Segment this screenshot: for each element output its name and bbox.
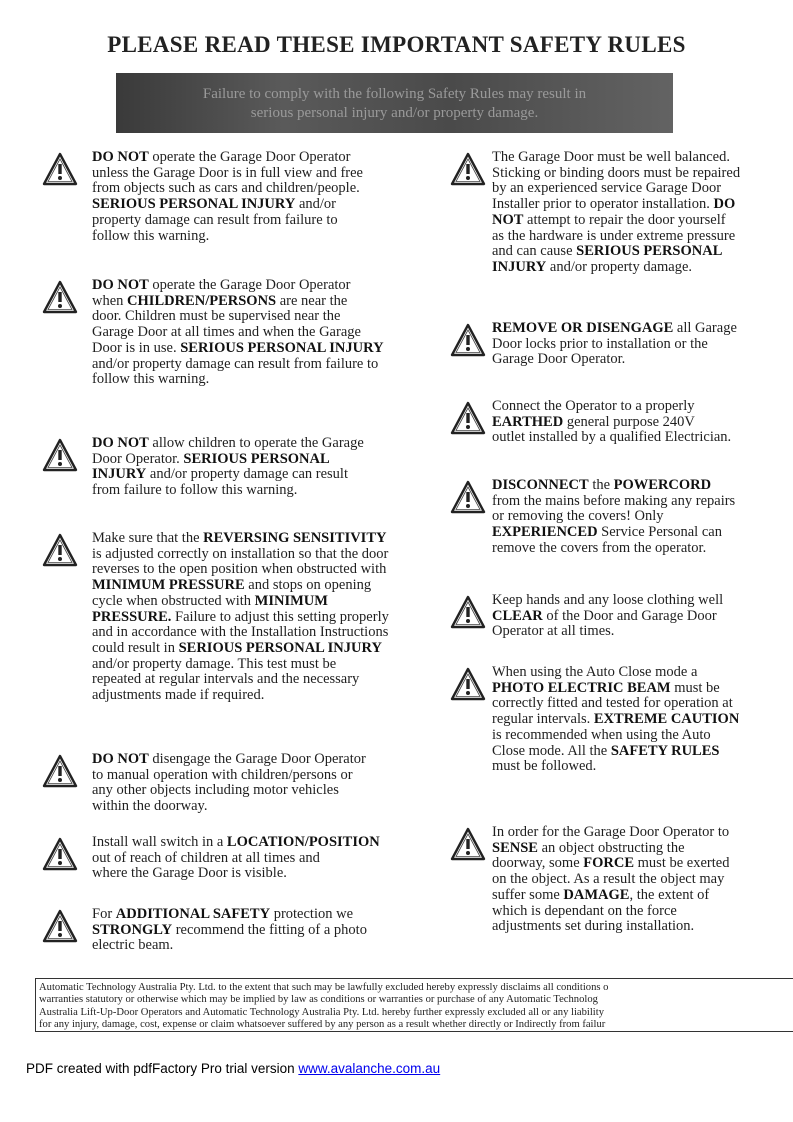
emphasis-text: STRONGLY [92,921,173,938]
rule-text: an object obstructing the [537,839,685,856]
rule-text: attempt to repair the door yourself [523,211,726,228]
warning-triangle-icon [42,438,78,472]
rule-line [492,494,735,510]
rule-text: and stops on opening [244,577,372,594]
rule-line [92,625,389,641]
rule-line [92,641,389,657]
warning-triangle-icon [450,667,486,701]
right-rule-4 [492,478,735,557]
warning-triangle-icon [450,152,486,186]
emphasis-text: PRESSURE. [92,608,172,625]
rule-text: regular intervals. [492,711,594,728]
disclaimer-box [35,978,793,1032]
rule-line [492,244,740,260]
rule-line [92,531,389,547]
banner-line-1: Failure to comply with the following Safety Rules may result in [202,86,587,102]
rule-text: property damage can result from failure to [92,211,338,228]
emphasis-text: INJURY [492,258,547,275]
rule-text: cycle when obstructed with [92,592,255,609]
emphasis-text: SERIOUS PERSONAL [576,243,723,260]
rule-line [492,624,723,640]
rule-line [92,578,389,594]
rule-text: electric beam. [92,937,174,954]
emphasis-text: DO NOT [92,436,149,451]
rule-text: door. Children must be supervised near the [92,308,341,325]
rule-line [92,907,367,923]
rule-text: reverses to the open position when obstructed with [92,561,387,578]
rule-text: operate the Garage Door Operator [148,278,351,293]
right-rule-7 [492,825,729,935]
rule-text: or removing the covers! Only [492,508,664,525]
rule-line [492,352,737,368]
rule-line [92,294,384,310]
rule-line [492,744,739,760]
rule-line [92,688,389,704]
rule-line [92,181,363,197]
rule-text: is adjusted correctly on installation so that the door [92,545,389,562]
rule-text: disengage the Garage Door Operator [148,752,366,767]
rule-text: unless the Garage Door is in full view and free [92,164,363,181]
emphasis-text: DO NOT [92,278,149,293]
rule-text: doorway, some [492,855,584,872]
disclaimer-line: warranties statutory or otherwise which may be implied by law as conditions or warranties or purchase of any Automatic Technolog [39,994,598,1006]
rule-line [92,938,367,954]
emphasis-text: PHOTO ELECTRIC BEAM [492,679,671,696]
warning-triangle-icon [450,595,486,629]
rule-text: , the extent of [629,886,710,903]
rule-text: is recommended when using the Auto [492,726,711,743]
rule-text: Operator at all times. [492,623,615,640]
rule-text: Failure to adjust this setting properly [171,608,389,625]
rule-line [92,768,366,784]
left-rule-2 [92,278,384,388]
rule-text: to manual operation with children/persons or [92,766,353,783]
emphasis-text: LOCATION/POSITION [226,835,380,850]
rule-text: Door Operator. [92,450,184,467]
disclaimer-line: Automatic Technology Australia Pty. Ltd. to the extent that such may be lawfully excluded hereby expressly disclaims all conditions o [39,982,609,993]
rule-text: recommend the fitting of a photo [172,921,367,938]
rule-text: from the mains before making any repairs [492,492,736,509]
rule-line [92,197,363,213]
left-rule-7 [92,907,367,954]
right-rule-5 [492,593,723,640]
rule-text: repeated at regular intervals and the necessary [92,671,360,688]
rule-line [492,919,729,935]
rule-text: by an experienced service Garage Door [492,180,722,197]
emphasis-text: MINIMUM [254,592,328,609]
emphasis-text: DO NOT [92,150,149,165]
rule-text: allow children to operate the Garage [148,436,364,451]
rule-line [492,541,735,557]
rule-text: from objects such as cars and children/people. [92,180,360,197]
rule-line [492,759,739,775]
rule-line [492,825,729,841]
pdf-footer [26,1061,440,1076]
rule-line [492,399,731,415]
rule-text: and/or property damage can result from failure to [92,355,379,372]
rule-line [92,657,389,673]
emphasis-text: DAMAGE [563,886,630,903]
emphasis-text: FORCE [583,855,635,872]
rule-text: correctly fitted and tested for operation at [492,695,733,712]
rule-line [92,752,366,768]
rule-line [492,197,740,213]
disclaimer-line: for any injury, damage, cost, expense or claim whatsoever suffered by any person as a result whether directly or Indirectly from failur [39,1019,606,1031]
rule-line [92,436,364,452]
rule-line [92,672,389,688]
emphasis-text: DISCONNECT [492,478,589,493]
warning-banner [116,73,673,133]
emphasis-text: SERIOUS PERSONAL INJURY [178,639,382,656]
warning-triangle-icon [450,480,486,514]
footer-link[interactable]: www.avalanche.com.au [298,1061,441,1076]
rule-line [92,594,389,610]
rule-line [492,665,739,681]
rule-text: must be exerted [634,855,730,872]
rule-text: and/or [295,196,337,213]
rule-line [492,229,740,245]
rule-line [92,483,364,499]
rule-line [492,166,740,182]
emphasis-text: SERIOUS PERSONAL [183,450,330,467]
rule-text: on the object. As a result the object may [492,871,725,888]
rule-line [92,547,389,563]
rule-text: remove the covers from the operator. [492,539,707,556]
rule-text: suffer some [492,886,564,903]
rule-text: the [588,478,614,493]
rule-text: and/or property damage can result [146,466,348,483]
rule-text: protection we [270,907,354,922]
rule-line [492,841,729,857]
emphasis-text: REMOVE OR DISENGAGE [492,321,674,336]
left-rule-4 [92,531,389,704]
rule-line [492,509,735,525]
rule-line [492,904,729,920]
rule-text: Connect the Operator to a properly [492,399,695,414]
left-rule-3 [92,436,364,499]
rule-line [492,681,739,697]
rule-text: follow this warning. [92,227,210,244]
rule-line [92,467,364,483]
rule-line [92,562,389,578]
rule-line [92,851,380,867]
emphasis-text: SAFETY RULES [610,742,720,759]
rule-line [92,278,384,294]
rule-text: must be [670,679,720,696]
emphasis-text: EXTREME CAUTION [593,711,740,728]
rule-line [492,856,729,872]
rule-text: when [92,292,128,309]
rule-text: where the Garage Door is visible. [92,865,287,882]
rule-text: of the Door and Garage Door [542,607,717,624]
rule-text: all Garage [673,321,737,336]
rule-line [492,525,735,541]
rule-line [92,452,364,468]
emphasis-text: POWERCORD [613,478,712,493]
rule-text: as the hardware is under extreme pressure [492,227,736,244]
rule-line [492,478,735,494]
rule-text: out of reach of children at all times and [92,849,320,866]
page-title: PLEASE READ THESE IMPORTANT SAFETY RULES [107,32,686,57]
warning-triangle-icon [42,837,78,871]
rule-line [92,799,366,815]
rule-line [92,372,384,388]
emphasis-text: ADDITIONAL SAFETY [115,907,271,922]
warning-triangle-icon [42,280,78,314]
emphasis-text: REVERSING SENSITIVITY [203,531,387,546]
rule-line [92,783,366,799]
rule-text: and can cause [492,243,577,260]
emphasis-text: SENSE [492,839,538,856]
rule-line [492,321,737,337]
rule-line [492,150,740,166]
rule-line [492,712,739,728]
rule-text: any other objects including motor vehicles [92,782,339,799]
rule-line [492,888,729,904]
rule-text: Close mode. All the [492,742,611,759]
rule-text: Sticking or binding doors must be repaired [492,164,741,181]
banner-line-2: serious personal injury and/or property damage. [250,105,539,121]
rule-line [92,610,389,626]
footer-text: PDF created with pdfFactory Pro trial version [26,1061,299,1076]
rule-line [92,341,384,357]
rule-text: In order for the Garage Door Operator to [492,825,730,840]
rule-line [92,357,384,373]
rule-line [92,835,380,851]
rule-text: adjustments set during installation. [492,918,695,935]
rule-line [92,866,380,882]
right-rule-6 [492,665,739,775]
emphasis-text: CLEAR [492,607,543,624]
emphasis-text: SERIOUS PERSONAL INJURY [180,339,384,356]
rule-line [492,728,739,744]
emphasis-text: INJURY [92,466,147,483]
warning-triangle-icon [42,152,78,186]
rule-text: The Garage Door must be well balanced. [492,150,730,165]
emphasis-text: EXPERIENCED [492,524,598,541]
rule-text: Make sure that the [92,531,204,546]
rule-text: Keep hands and any loose clothing well [492,593,724,608]
rule-line [492,415,731,431]
rule-text: Door is in use. [92,339,181,356]
rule-text: outlet installed by a qualified Electrician. [492,429,732,446]
rule-line [492,696,739,712]
rule-line [92,229,363,245]
rule-text: which is dependant on the force [492,902,677,919]
warning-triangle-icon [450,323,486,357]
rule-line [492,213,740,229]
right-rule-3 [492,399,731,446]
rule-text: For [92,907,116,922]
rule-text: Garage Door Operator. [492,351,626,368]
emphasis-text: SERIOUS PERSONAL INJURY [92,196,296,213]
rule-text: follow this warning. [92,371,210,388]
rule-line [92,325,384,341]
rule-text: Service Personal can [597,524,722,541]
emphasis-text: DO NOT [92,752,149,767]
rule-text: from failure to follow this warning. [92,482,298,499]
rule-line [92,923,367,939]
left-rule-5 [92,752,366,815]
rule-text: and/or property damage. [546,258,693,275]
rule-text: and/or property damage. This test must be [92,655,337,672]
warning-triangle-icon [450,401,486,435]
rule-line [492,609,723,625]
rule-line [492,260,740,276]
rule-line [492,593,723,609]
rule-text: operate the Garage Door Operator [148,150,351,165]
rule-text: could result in [92,639,179,656]
disclaimer-line: Australia Lift-Up-Door Operators and Automatic Technology Australia Pty. Ltd. hereby further expressly excluded all or any liability [39,1006,604,1018]
rule-text: are near the [276,292,348,309]
emphasis-text: EARTHED [492,413,564,430]
rule-text: and in accordance with the Installation Instructions [92,624,389,641]
emphasis-text: NOT [492,211,524,228]
emphasis-text: DO [713,196,736,213]
rule-text: Garage Door at all times and when the Garage [92,324,361,341]
rule-text: Installer prior to operator installation. [492,196,714,213]
rule-line [492,430,731,446]
rule-text: must be followed. [492,758,597,775]
rule-line [92,150,363,166]
right-rule-2 [492,321,737,368]
rule-line [92,309,384,325]
rule-line [492,337,737,353]
rule-text: within the doorway. [92,798,208,815]
rule-text: Door locks prior to installation or the [492,335,708,352]
rule-line [92,166,363,182]
emphasis-text: MINIMUM PRESSURE [92,577,245,594]
warning-triangle-icon [42,754,78,788]
rule-text: adjustments made if required. [92,687,265,704]
left-rule-1 [92,150,363,244]
rule-text: general purpose 240V [563,413,695,430]
rule-line [492,872,729,888]
rule-line [92,213,363,229]
warning-triangle-icon [450,827,486,861]
right-rule-1 [492,150,740,276]
rule-line [492,181,740,197]
warning-triangle-icon [42,909,78,943]
rule-text: When using the Auto Close mode a [492,665,698,680]
emphasis-text: CHILDREN/PERSONS [127,292,277,309]
rule-text: Install wall switch in a [92,835,227,850]
left-rule-6 [92,835,380,882]
warning-triangle-icon [42,533,78,567]
